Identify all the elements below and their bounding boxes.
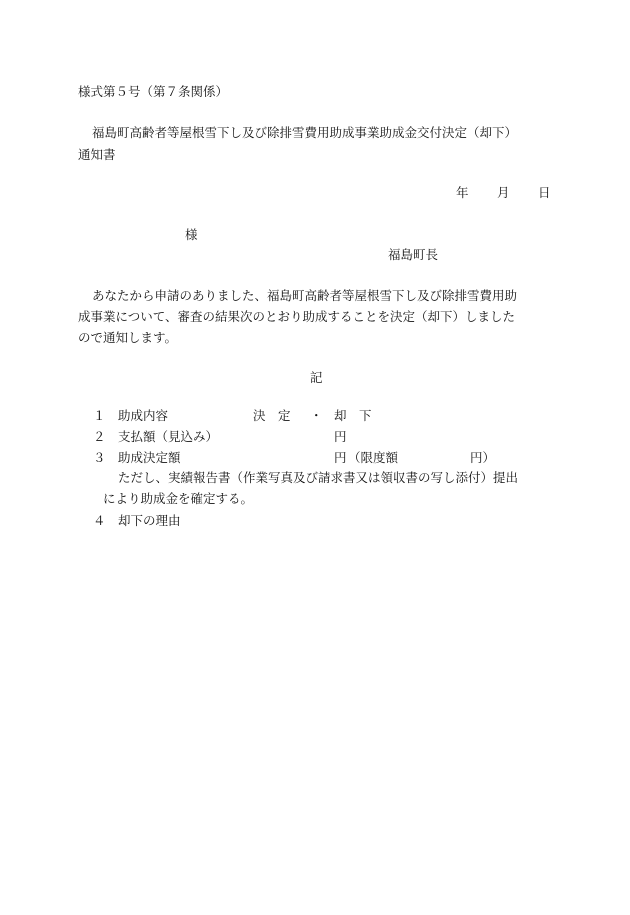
body-text-line-2: 成事業について、審査の結果次のとおり助成することを決定（却下）しました — [78, 309, 516, 324]
issuer-name: 福島町長 — [388, 247, 439, 262]
notice-title-line-2: 通知書 — [78, 147, 116, 162]
item-number: ３ — [93, 450, 106, 465]
option-reject: 却 下 — [334, 408, 372, 423]
yen-unit: 円 — [334, 429, 347, 444]
notice-title-line-1: 福島町高齢者等屋根雪下し及び除排雪費用助成事業助成金交付決定（却下） — [92, 125, 518, 140]
item-label: 助成決定額 — [118, 450, 181, 465]
item-label: 助成内容 — [118, 408, 169, 423]
date-month-label: 月 — [497, 185, 510, 200]
recipient-honorific: 様 — [185, 227, 198, 242]
item-label: 支払額（見込み） — [118, 429, 219, 444]
yen-unit: 円 — [334, 450, 347, 465]
item-label: 却下の理由 — [118, 513, 181, 528]
item-number: ４ — [93, 513, 106, 528]
item-number: ２ — [93, 429, 106, 444]
form-number: 様式第５号（第７条関係） — [78, 84, 229, 99]
body-text-line-1: あなたから申請のありました、福島町高齢者等屋根雪下し及び除排雪費用助 — [92, 288, 518, 303]
item-number: １ — [93, 408, 106, 423]
ki-heading: 記 — [310, 370, 323, 385]
limit-yen-unit: 円） — [470, 450, 496, 465]
option-separator: ・ — [310, 408, 323, 423]
item-note-line-1: ただし、実績報告書（作業写真及び請求書又は領収書の写し添付）提出 — [118, 470, 519, 485]
body-text-line-3: ので通知します。 — [78, 330, 178, 345]
option-approve: 決 定 — [253, 408, 291, 423]
item-note-line-2: により助成金を確定する。 — [103, 491, 254, 506]
date-day-label: 日 — [538, 185, 551, 200]
date-year-label: 年 — [456, 185, 469, 200]
limit-amount-label: （限度額 — [348, 450, 399, 465]
